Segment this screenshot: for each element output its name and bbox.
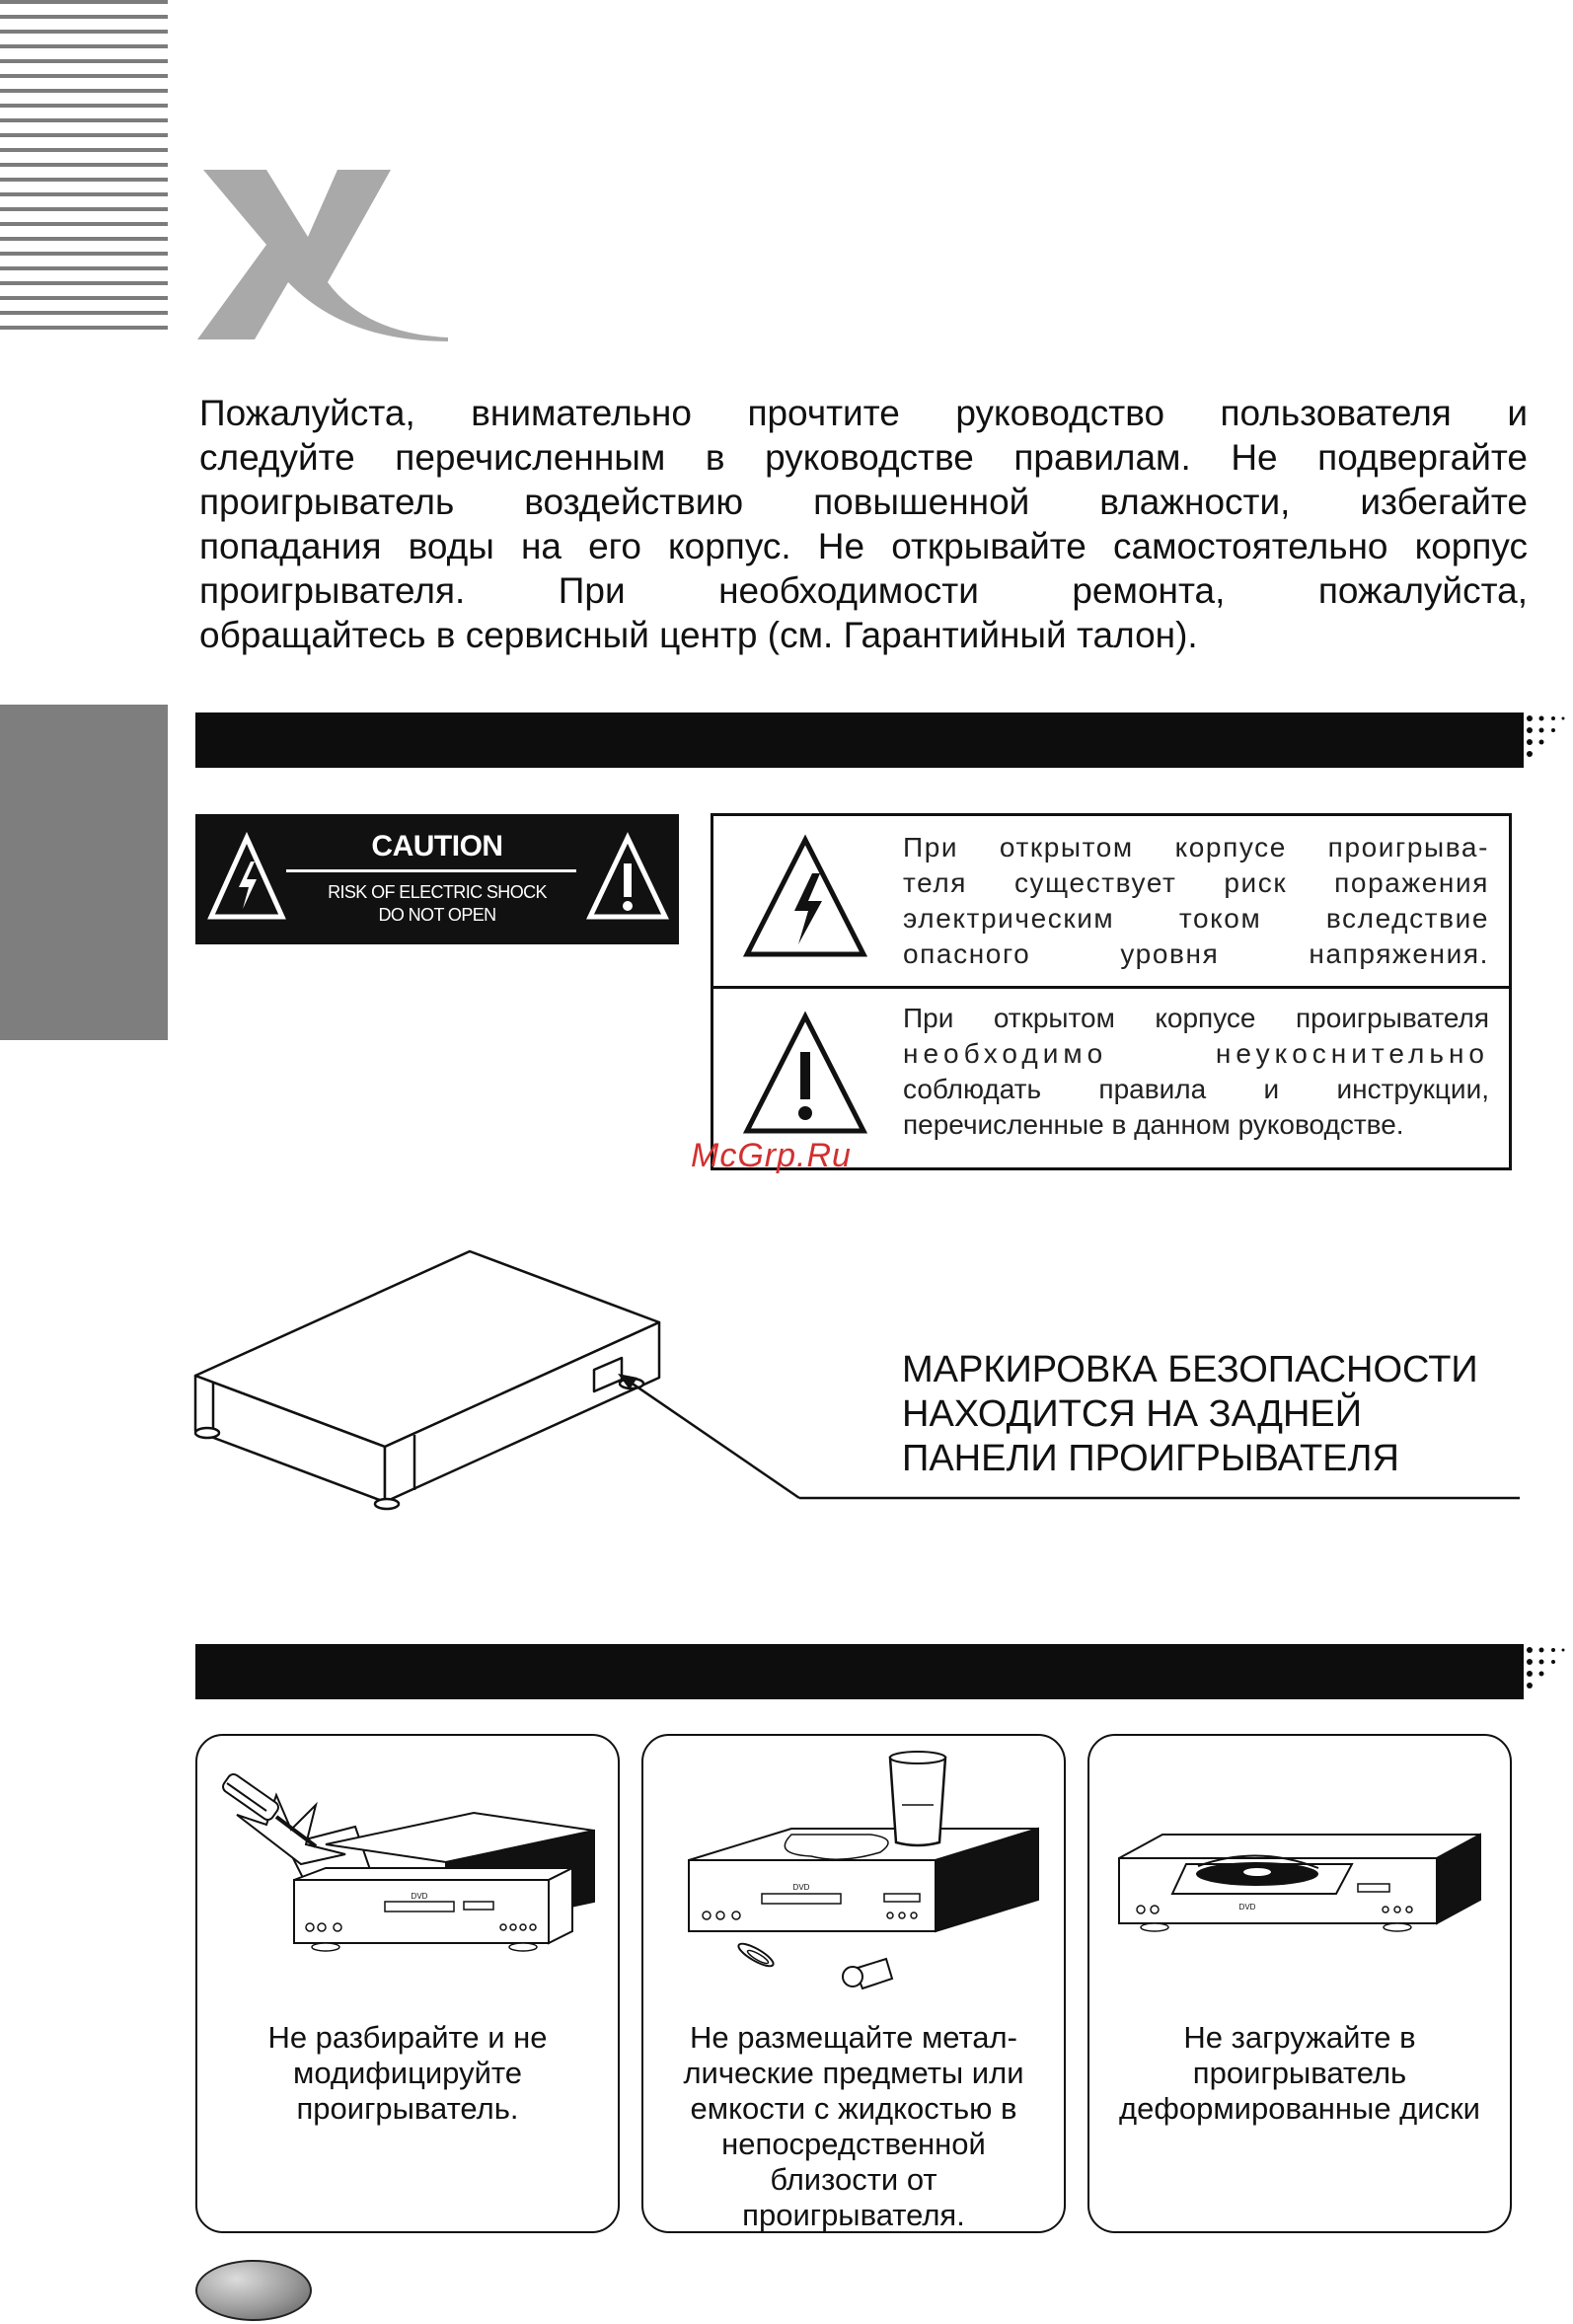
safety-marking-note	[902, 1348, 1534, 1481]
exclamation-triangle-icon	[741, 1011, 869, 1137]
intro-line: попадания воды на его корпус. Не открывайте самостоятельно корпус	[199, 526, 1528, 566]
lightning-triangle-icon	[741, 834, 869, 960]
warning-line: электрическим током вследствие	[903, 903, 1489, 934]
warning-line: перечисленные в данном руководстве.	[903, 1109, 1404, 1140]
glass-icon	[890, 1752, 945, 1845]
intro-line: обращайтесь в сервисный центр (см. Гарантийный талон).	[199, 615, 1198, 655]
safety-card-discs	[1087, 1734, 1512, 2233]
page-number-oval	[195, 2260, 312, 2321]
section-bar	[195, 1644, 1524, 1699]
liquid-objects-illustration	[643, 1736, 1066, 2012]
caption-line: деформированные диски	[1119, 2091, 1480, 2126]
section-bar	[195, 712, 1524, 768]
warning-row	[713, 816, 1509, 989]
card-caption	[1099, 2020, 1500, 2127]
warning-text	[903, 830, 1489, 972]
decorative-stripes	[0, 0, 168, 340]
dvd-badge: DVD	[411, 1892, 428, 1901]
caption-line: проигрыватель.	[296, 2091, 519, 2126]
warning-table	[711, 813, 1512, 1170]
warning-line: теля существует риск поражения	[903, 867, 1489, 898]
dvd-badge: DVD	[792, 1883, 810, 1892]
caption-line: Не размещайте метал-	[690, 2020, 1017, 2055]
intro-line: следуйте перечисленным в руководстве правилам. Не подвергайте	[199, 437, 1528, 478]
exclamation-triangle-icon	[586, 832, 669, 923]
warning-line: опасного уровня напряжения.	[903, 938, 1489, 969]
disassembly-illustration	[197, 1736, 620, 2012]
intro-paragraph	[199, 391, 1528, 657]
safety-card-objects	[641, 1734, 1066, 2233]
intro-line: проигрывателя. При необходимости ремонта, пожалуйста,	[199, 570, 1528, 611]
card-caption	[653, 2020, 1054, 2233]
caution-line: DO NOT OPEN	[378, 905, 496, 925]
halftone-dots	[1500, 1644, 1571, 1699]
binder-clip-icon	[843, 1959, 892, 1988]
intro-line: Пожалуйста, внимательно прочтите руководство пользователя и	[199, 393, 1528, 433]
halftone-dots	[1500, 712, 1571, 768]
card-caption	[207, 2020, 608, 2127]
warning-line: При открытом корпусе проигрывателя	[903, 1003, 1489, 1033]
caption-line: Не разбирайте и не	[267, 2020, 548, 2055]
caption-line: проигрыватель	[1192, 2056, 1407, 2090]
warning-text	[903, 1001, 1489, 1143]
caption-line: близости от	[770, 2162, 937, 2197]
safety-card-disassembly	[195, 1734, 620, 2233]
warning-line: необходимо неукоснительно	[903, 1038, 1489, 1069]
caution-line: RISK OF ELECTRIC SHOCK	[328, 882, 547, 902]
marking-line: НАХОДИТСЯ НА ЗАДНЕЙ	[902, 1393, 1363, 1435]
divider	[286, 869, 576, 872]
caption-line: проигрывателя.	[742, 2198, 965, 2232]
dvd-badge: DVD	[1238, 1903, 1256, 1912]
caution-subtitle	[294, 881, 580, 927]
warning-line: При открытом корпусе проигрыва-	[903, 832, 1489, 862]
marking-line: МАРКИРОВКА БЕЗОПАСНОСТИ	[902, 1349, 1478, 1390]
caption-line: лические предметы или	[683, 2056, 1024, 2090]
intro-line: проигрыватель воздействию повышенной влажности, избегайте	[199, 482, 1528, 522]
warning-line: соблюдать правила и инструкции,	[903, 1074, 1489, 1104]
caution-title: CAUTION	[371, 830, 503, 862]
paperclip-icon	[736, 1940, 777, 1970]
brand-x-logo	[197, 166, 454, 343]
caption-line: Не загружайте в	[1183, 2020, 1416, 2055]
caption-line: емкости с жидкостью в	[690, 2091, 1017, 2126]
caption-line: модифицируйте	[293, 2056, 522, 2090]
caution-label	[195, 814, 679, 944]
marking-line: ПАНЕЛИ ПРОИГРЫВАТЕЛЯ	[902, 1438, 1399, 1479]
disc-tray-illustration	[1089, 1736, 1512, 2012]
caption-line: непосредственной	[721, 2127, 986, 2161]
section-tab	[0, 705, 168, 1040]
watermark: McGrp.Ru	[691, 1137, 852, 1174]
